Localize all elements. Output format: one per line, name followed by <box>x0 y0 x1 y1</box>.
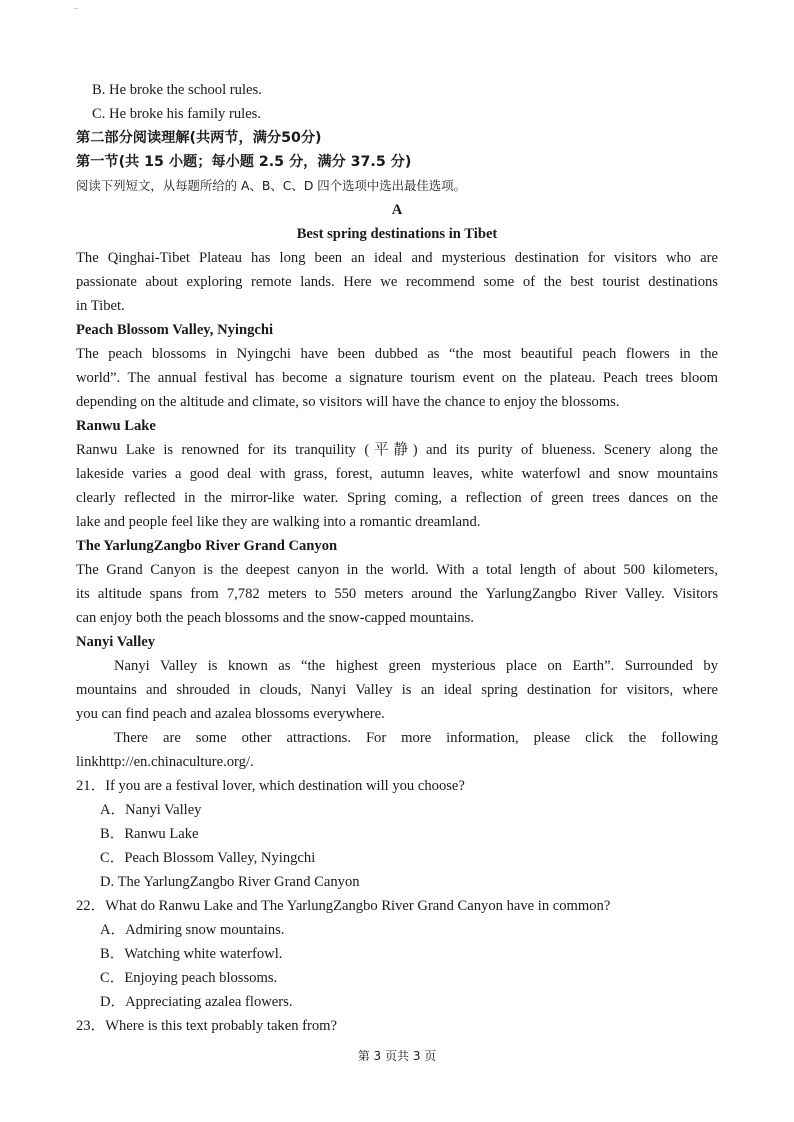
ranwu-line: lake and people feel like they are walking into a romantic dreamland. <box>76 514 481 530</box>
corner-mark <box>74 8 78 9</box>
closing-line: There are some other attractions. For more information, please click the following <box>114 730 718 746</box>
question-21-option-c: C．Peach Blossom Valley, Nyingchi <box>100 850 316 866</box>
question-21-option-d: D. The YarlungZangbo River Grand Canyon <box>100 874 360 890</box>
question-22-stem: 22．What do Ranwu Lake and The YarlungZangbo River Grand Canyon have in common? <box>76 898 611 914</box>
peach-line: world”. The annual festival has become a signature tourism event on the plateau. Peach trees bloom <box>76 370 718 386</box>
canyon-line: its altitude spans from 7,782 meters to 550 meters around the YarlungZangbo River Valley. Visitors <box>76 586 718 602</box>
instructions: 阅读下列短文，从每题所给的 A、B、C、D 四个选项中选出最佳选项。 <box>76 178 466 193</box>
canyon-heading: The YarlungZangbo River Grand Canyon <box>76 538 338 554</box>
peach-line: The peach blossoms in Nyingchi have been dubbed as “the most beautiful peach flowers in the <box>76 346 718 362</box>
ranwu-line: clearly reflected in the mirror-like water. Spring coming, a reflection of green trees dances on the <box>76 490 718 506</box>
peach-heading: Peach Blossom Valley, Nyingchi <box>76 322 274 338</box>
section1-heading: 第一节(共 15 小题；每小题 2.5 分，满分 37.5 分) <box>76 154 412 170</box>
intro-line: The Qinghai-Tibet Plateau has long been an ideal and mysterious destination for visitors who are <box>76 250 718 266</box>
nanyi-line: Nanyi Valley is known as “the highest green mysterious place on Earth”. Surrounded by <box>114 658 718 674</box>
canyon-line: The Grand Canyon is the deepest canyon in the world. With a total length of about 500 kilometers, <box>76 562 718 578</box>
nanyi-line: you can find peach and azalea blossoms everywhere. <box>76 706 385 722</box>
question-23-stem: 23．Where is this text probably taken from? <box>76 1018 337 1034</box>
page-footer: 第 3 页共 3 页 <box>357 1049 437 1063</box>
ranwu-line: lakeside varies a good deal with grass, forest, autumn leaves, white waterfowl and snow mountains <box>76 466 718 482</box>
question-22-option-c: C．Enjoying peach blossoms. <box>100 970 278 986</box>
question-22-option-b: B．Watching white waterfowl. <box>100 946 283 962</box>
canyon-line: can enjoy both the peach blossoms and the snow-capped mountains. <box>76 610 474 626</box>
peach-line: depending on the altitude and climate, so visitors will have the chance to enjoy the blossoms. <box>76 394 620 410</box>
passage-letter: A <box>391 202 403 218</box>
nanyi-heading: Nanyi Valley <box>76 634 156 650</box>
ranwu-line: Ranwu Lake is renowned for its tranquility (平静) and its purity of blueness. Scenery along the <box>76 442 718 458</box>
prev-option-b: B. He broke the school rules. <box>92 82 262 98</box>
intro-line: passionate about exploring remote lands. Here we recommend some of the best tourist destinations <box>76 274 718 290</box>
ranwu-heading: Ranwu Lake <box>76 418 156 434</box>
question-21-stem: 21．If you are a festival lover, which destination will you choose? <box>76 778 465 794</box>
question-22-option-a: A．Admiring snow mountains. <box>100 922 285 938</box>
part2-heading: 第二部分阅读理解(共两节，满分50分) <box>76 130 322 146</box>
prev-option-c: C. He broke his family rules. <box>92 106 262 122</box>
question-21-option-b: B．Ranwu Lake <box>100 826 199 842</box>
closing-link: linkhttp://en.chinaculture.org/. <box>76 754 254 770</box>
passage-title: Best spring destinations in Tibet <box>296 226 498 242</box>
question-21-option-a: A．Nanyi Valley <box>100 802 202 818</box>
question-22-option-d: D．Appreciating azalea flowers. <box>100 994 293 1010</box>
intro-line: in Tibet. <box>76 298 125 314</box>
nanyi-line: mountains and shrouded in clouds, Nanyi Valley is an ideal spring destination for visitors, where <box>76 682 718 698</box>
